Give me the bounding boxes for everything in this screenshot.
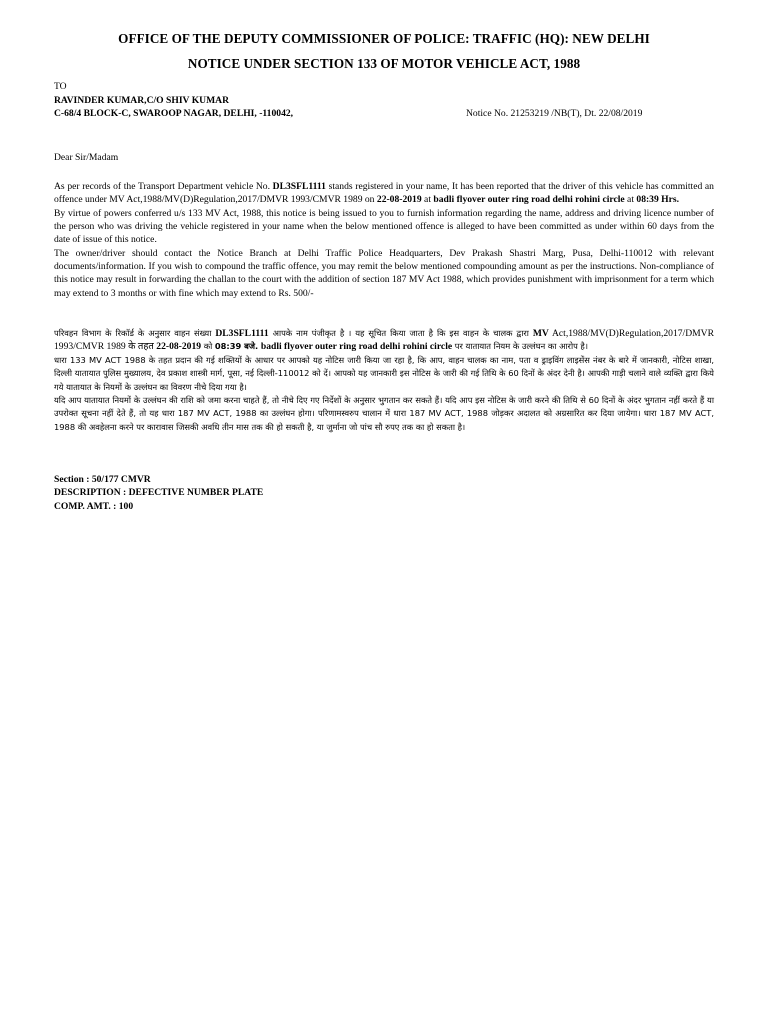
to-label: TO <box>54 81 67 92</box>
hindi-offence-time: 08:39 बजे. <box>214 341 259 352</box>
vehicle-number: DL3SFL1111 <box>272 181 326 192</box>
salutation: Dear Sir/Madam <box>54 152 119 163</box>
hindi-paragraph-1: परिवहन विभाग के रिकॉर्ड के अनुसार वाहन संख्या DL3SFL1111 आपके नाम पंजीकृत है । यह सूचित किया जाता है कि इस वाहन के चालक द्वारा MV Act,1988/MV(D)Regulation,2017/DMVR 1993/CMVR 1989 के तहत 22-08-2019 को 08:39 बजे. badli flyover outer ring road delhi rohini circle पर यातायात नियम के उल्लंघन का आरोप है। <box>54 328 714 353</box>
english-body <box>54 180 714 300</box>
english-paragraph-3: The owner/driver should contact the Notice Branch at Delhi Traffic Police Headquarters, Dev Prakash Shastri Marg, Pusa, Delhi-110012 with relevant documents/information. If you wish to compound the traffic offence, you may remit the below mentioned compounding amount as per the instructions. Non-compliance of this notice may result in forwarding the challan to the court with the addition of section 187 MV Act 1988, which provides punishment with imprisonment for a term which may extend to 3 months or with fine which may extend to Rs. 500/- <box>54 247 714 299</box>
offence-details <box>54 473 263 513</box>
hindi-paragraph-2: धारा 133 MV ACT 1988 के तहत प्रदान की गई शक्तियों के आधार पर आपको यह नोटिस जारी किया जा रहा है, कि आप, वाहन चालक का नाम, पता व ड्राइविंग लाइसेंस नंबर के बारे में जानकारी, नोटिस शाखा, दिल्ली यातायात पुलिस मुख्यालय, देव प्रकाश शास्त्री मार्ग, पूसा, नई दिल्ली-110012 को दें। आपको यह जानकारी इस नोटिस के जारी की गई तिथि के 60 दिनों के अंदर देनी है। आपकी गाड़ी चलाने वाले व्यक्ति द्वारा किये गये यातायात के नियमों के उल्लंघन का विवरण नीचे दिया गया है। <box>54 354 714 392</box>
office-title: OFFICE OF THE DEPUTY COMMISSIONER OF POLICE: TRAFFIC (HQ): NEW DELHI <box>118 31 650 46</box>
hindi-act-label: MV <box>532 328 549 339</box>
compounding-amount: COMP. AMT. : 100 <box>54 500 134 512</box>
hindi-offence-date: 22-08-2019 <box>156 341 202 353</box>
addressee-address: C-68/4 BLOCK-C, SWAROOP NAGAR, DELHI, -110042, <box>54 108 294 119</box>
hindi-body <box>54 327 714 434</box>
offence-description: DESCRIPTION : DEFECTIVE NUMBER PLATE <box>54 487 264 499</box>
hindi-offence-location: badli flyover outer ring road delhi rohini circle <box>260 341 453 353</box>
notice-title: NOTICE UNDER SECTION 133 OF MOTOR VEHICLE ACT, 1988 <box>187 56 581 71</box>
offence-location: badli flyover outer ring road delhi rohini circle <box>433 194 625 206</box>
offence-date: 22-08-2019 <box>376 194 422 206</box>
english-paragraph-1: As per records of the Transport Department vehicle No. DL3SFL1111 stands registered in your name, It has been reported that the driver of this vehicle has committed an offence under MV Act,1988/MV(D)Regulation,2017/DMVR 1993/CMVR 1989 on 22-08-2019 at badli flyover outer ring road delhi rohini circle at 08:39 Hrs. <box>54 181 714 206</box>
hindi-paragraph-3: यदि आप यातायात नियमों के उल्लंघन की राशि को जमा करना चाहते हैं, तो नीचे दिए गए निर्देशों के अनुसार भुगतान कर सकते हैं। यदि आप इस नोटिस के जारी करने की तिथि से 60 दिनों के अंदर भुगतान नहीं करते हैं या उपरोक्त सूचना नहीं देते हैं, तो यह धारा 187 MV ACT, 1988 का उल्लंघन होगा। परिणामस्वरुप चालान में धारा 187 MV ACT, 1988 जोड़कर अदालत को अग्रसारित कर दिया जायेगा। धारा 187 MV ACT, 1988 की अवहेलना करने पर कारावास जिसकी अवधि तीन मास तक की हो सकती है, या जुर्माना जो पांच सौ रुपए तक का हो सकता है। <box>54 395 714 432</box>
hindi-vehicle-number: DL3SFL1111 <box>215 328 269 339</box>
english-paragraph-2: By virtue of powers conferred u/s 133 MV Act, 1988, this notice is being issued to you to furnish information regarding the name, address and driving licence number of the person who was driving the vehicle registered in your name when the below mentioned offence is alleged to have been committed as under within 60 days from the date of issue of this notice. <box>54 207 714 246</box>
notice-reference: Notice No. 21253219 /NB(T), Dt. 22/08/2019 <box>466 108 643 119</box>
offence-section: Section : 50/177 CMVR <box>54 474 151 485</box>
addressee-name: RAVINDER KUMAR,C/O SHIV KUMAR <box>54 95 230 106</box>
offence-time: 08:39 Hrs. <box>636 194 680 206</box>
